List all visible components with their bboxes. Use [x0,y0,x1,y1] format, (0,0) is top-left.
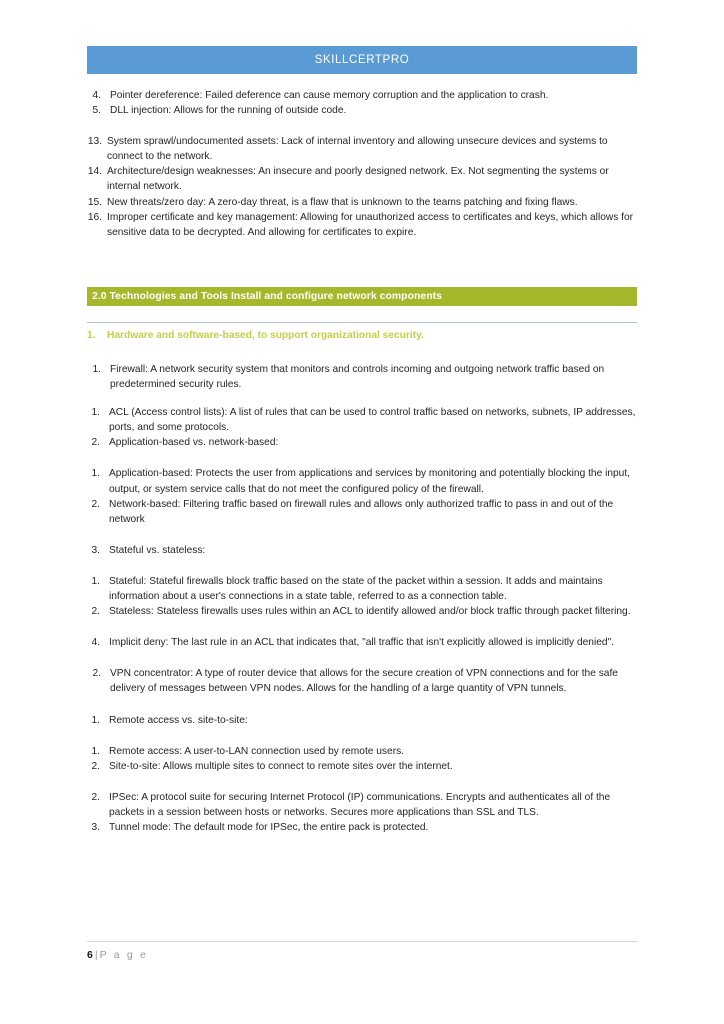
list-item-text: Application-based vs. network-based: [109,437,279,449]
list-item-text: Improper certificate and key management: Allowing for unauthorized access to certificates and keys, which allows for sensitive data to be decrypted. And allowing for certificates to expire. [107,211,634,238]
page-footer [87,949,637,961]
list-item-text: Stateful vs. stateless: [109,544,206,556]
list-item [87,744,637,759]
footer-page-label: P a g e [99,949,149,961]
list-item-number: 1. [91,407,100,419]
lower-content [87,362,637,835]
list-item-text: Network-based: Filtering traffic based on firewall rules and allows only authorized traffic to pass in and out of the network [109,498,614,525]
list-item [87,195,637,210]
list-item [87,666,637,696]
list-item-number: 5. [92,105,101,117]
list-item [87,210,637,240]
spacer [87,558,637,574]
list-item-text: Firewall: A network security system that monitors and controls incoming and outgoing network traffic based on predetermined security rules. [110,364,605,391]
list-item-number: 1. [91,714,100,726]
list-item-number: 1. [92,364,101,375]
spacer [87,392,637,405]
section-divider [87,322,637,323]
spacer [87,728,637,744]
list-item-number: 1. [91,468,100,480]
list-item-number: 2. [91,791,100,803]
list-item-number: 2. [91,606,100,618]
vpn-block [87,666,637,696]
list-item-text: Application-based: Protects the user from applications and services by monitoring and potentially blocking the input, output, or system service calls that do not meet the configured policy of the firewall. [109,468,630,495]
list-item-text: New threats/zero day: A zero-day threat, is a flaw that is unknown to the teams patching and fixing flaws. [107,196,578,208]
subsection-heading [87,330,637,341]
list-item [87,103,637,118]
list-item-text: Implicit deny: The last rule in an ACL that indicates that, "all traffic that isn't explicitly allowed is implicitly denied". [109,637,615,649]
spacer [87,650,637,666]
spacer [87,697,637,713]
list-item [87,466,637,496]
list-item-number: 13. [87,136,102,148]
list-item-number: 1. [91,575,100,587]
list-item-text: System sprawl/undocumented assets: Lack of internal inventory and allowing unsecure devices and systems to connect to the network. [107,136,608,163]
list-item [87,759,637,774]
spacer [87,450,637,466]
subsection-heading-number: 1. [87,330,96,341]
footer-divider [87,941,637,942]
implicit-deny-list [87,635,637,650]
list-item-text: VPN concentrator: A type of router device that allows for the secure creation of VPN connections and for the safe delivery of messages between VPN nodes. Allows for the handling of a large quantity of VPN tunnels. [110,668,618,695]
list-item-number: 2. [91,760,100,772]
top-list [87,134,637,240]
list-item-number: 3. [91,821,100,833]
app-vs-network-list [87,466,637,526]
footer-separator: | [94,949,98,961]
list-item-number: 15. [87,196,102,208]
list-item-text: Stateful: Stateful firewalls block traffic based on the state of the packet within a session. It adds and maintains information about a user's connections in a state table, referred to as a connection table. [109,575,603,603]
list-item-number: 2. [91,437,100,449]
stateful-vs-stateless-list [87,574,637,619]
list-item [87,820,637,835]
list-item [87,362,637,392]
list-item [87,543,637,558]
subsection-heading-text: Hardware and software-based, to support organizational security. [107,330,424,341]
list-item [87,635,637,650]
spacer [87,774,637,790]
section-heading-bar [87,287,637,306]
spacer [87,527,637,543]
list-item [87,164,637,194]
list-item [87,604,637,619]
list-item [87,134,637,164]
stateful-header-list [87,543,637,558]
list-item [87,497,637,527]
list-item-text: Pointer dereference: Failed deference can cause memory corruption and the application to crash. [110,90,549,101]
list-item-number: 3. [91,544,100,556]
vpn-tail-list [87,790,637,835]
section-heading-title: 2.0 Technologies and Tools Install and configure network components [92,291,442,302]
list-item-text: IPSec: A protocol suite for securing Internet Protocol (IP) communications. Encrypts and authenticates all of the packets in a session between hosts or networks. Secures more applications than SSL and TLS. [109,791,611,818]
upper-content [87,88,637,240]
list-item-text: DLL injection: Allows for the running of outside code. [110,105,347,117]
list-item [87,435,637,450]
firewall-block [87,362,637,392]
list-item [87,405,637,435]
list-item [87,88,637,103]
list-item-text: Tunnel mode: The default mode for IPSec, the entire pack is protected. [109,821,429,833]
list-item-text: Site-to-site: Allows multiple sites to connect to remote sites over the internet. [109,760,453,772]
list-item-number: 2. [91,498,100,510]
list-item-number: 4. [91,637,100,649]
page-header-title: SKILLCERTPRO [314,54,410,66]
list-item-number: 2. [92,668,101,680]
list-item-number: 14. [87,166,102,178]
remote-access-header-list [87,713,637,728]
list-item-text: ACL (Access control lists): A list of rules that can be used to control traffic based on networks, subnets, IP addresses, ports, and some protocols. [109,407,636,434]
list-item-text: Stateless: Stateless firewalls uses rules within an ACL to identify allowed and/or block traffic through packet filtering. [109,606,631,618]
list-item-text: Architecture/design weaknesses: An insecure and poorly designed network. Ex. Not segmenting the systems or internal network. [107,166,609,193]
list-item-text: Remote access vs. site-to-site: [109,714,248,726]
list-item-number: 1. [91,745,100,757]
list-item [87,713,637,728]
list-item [87,574,637,604]
remote-vs-site-list [87,744,637,774]
list-item-number: 16. [87,211,102,223]
list-item-number: 4. [92,90,101,101]
top-sublist [87,88,637,118]
firewall-sublist [87,405,637,450]
page-header-banner [87,46,637,74]
spacer [87,619,637,635]
list-item-text: Remote access: A user-to-LAN connection used by remote users. [109,745,405,757]
spacer [87,118,637,134]
footer-page-number: 6 [87,949,93,961]
list-item [87,790,637,820]
